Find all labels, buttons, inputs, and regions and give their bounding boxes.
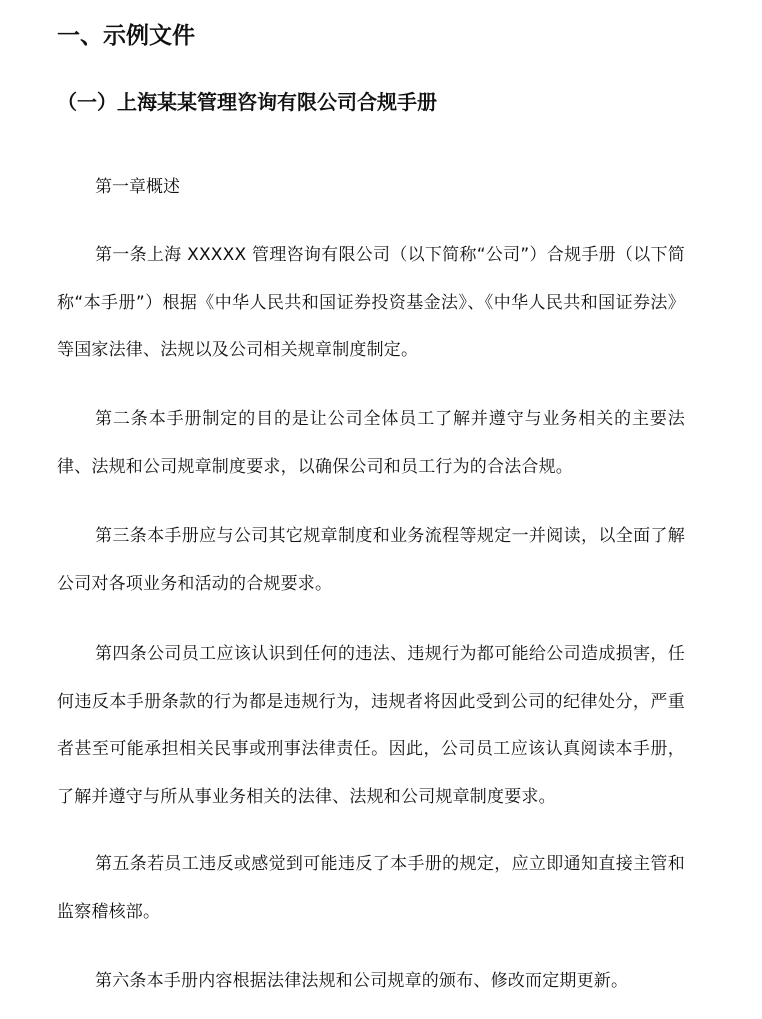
article-1: 第一条上海 XXXXX 管理咨询有限公司（以下简称“公司”）合规手册（以下简称“本手册”）根据《中华人民共和国证券投资基金法》、《中华人民共和国证券法》等国家法律、法规以及公司相关规章制度制定。 xyxy=(57,245,685,360)
article-5: 第五条若员工违反或感觉到可能违反了本手册的规定，应立即通知直接主管和监察稽核部。 xyxy=(57,854,685,922)
subsection-heading: （一）上海某某管理咨询有限公司合规手册 xyxy=(57,90,437,114)
article-6: 第六条本手册内容根据法律法规和公司规章的颁布、修改而定期更新。 xyxy=(95,971,629,991)
chapter-title: 第一章概述 xyxy=(95,177,180,197)
article-2: 第二条本手册制定的目的是让公司全体员工了解并遵守与业务相关的主要法律、法规和公司规章制度要求，以确保公司和员工行为的合法合规。 xyxy=(57,409,685,477)
section-heading: 一、示例文件 xyxy=(57,23,195,49)
article-4: 第四条公司员工应该认识到任何的违法、违规行为都可能给公司造成损害，任何违反本手册条款的行为都是违规行为，违规者将因此受到公司的纪律处分，严重者甚至可能承担相关民事或刑事法律责任。因此，公司员工应该认真阅读本手册，了解并遵守与所从事业务相关的法律、法规和公司规章制度要求。 xyxy=(57,644,685,807)
article-3: 第三条本手册应与公司其它规章制度和业务流程等规定一并阅读，以全面了解公司对各项业务和活动的合规要求。 xyxy=(57,526,685,594)
